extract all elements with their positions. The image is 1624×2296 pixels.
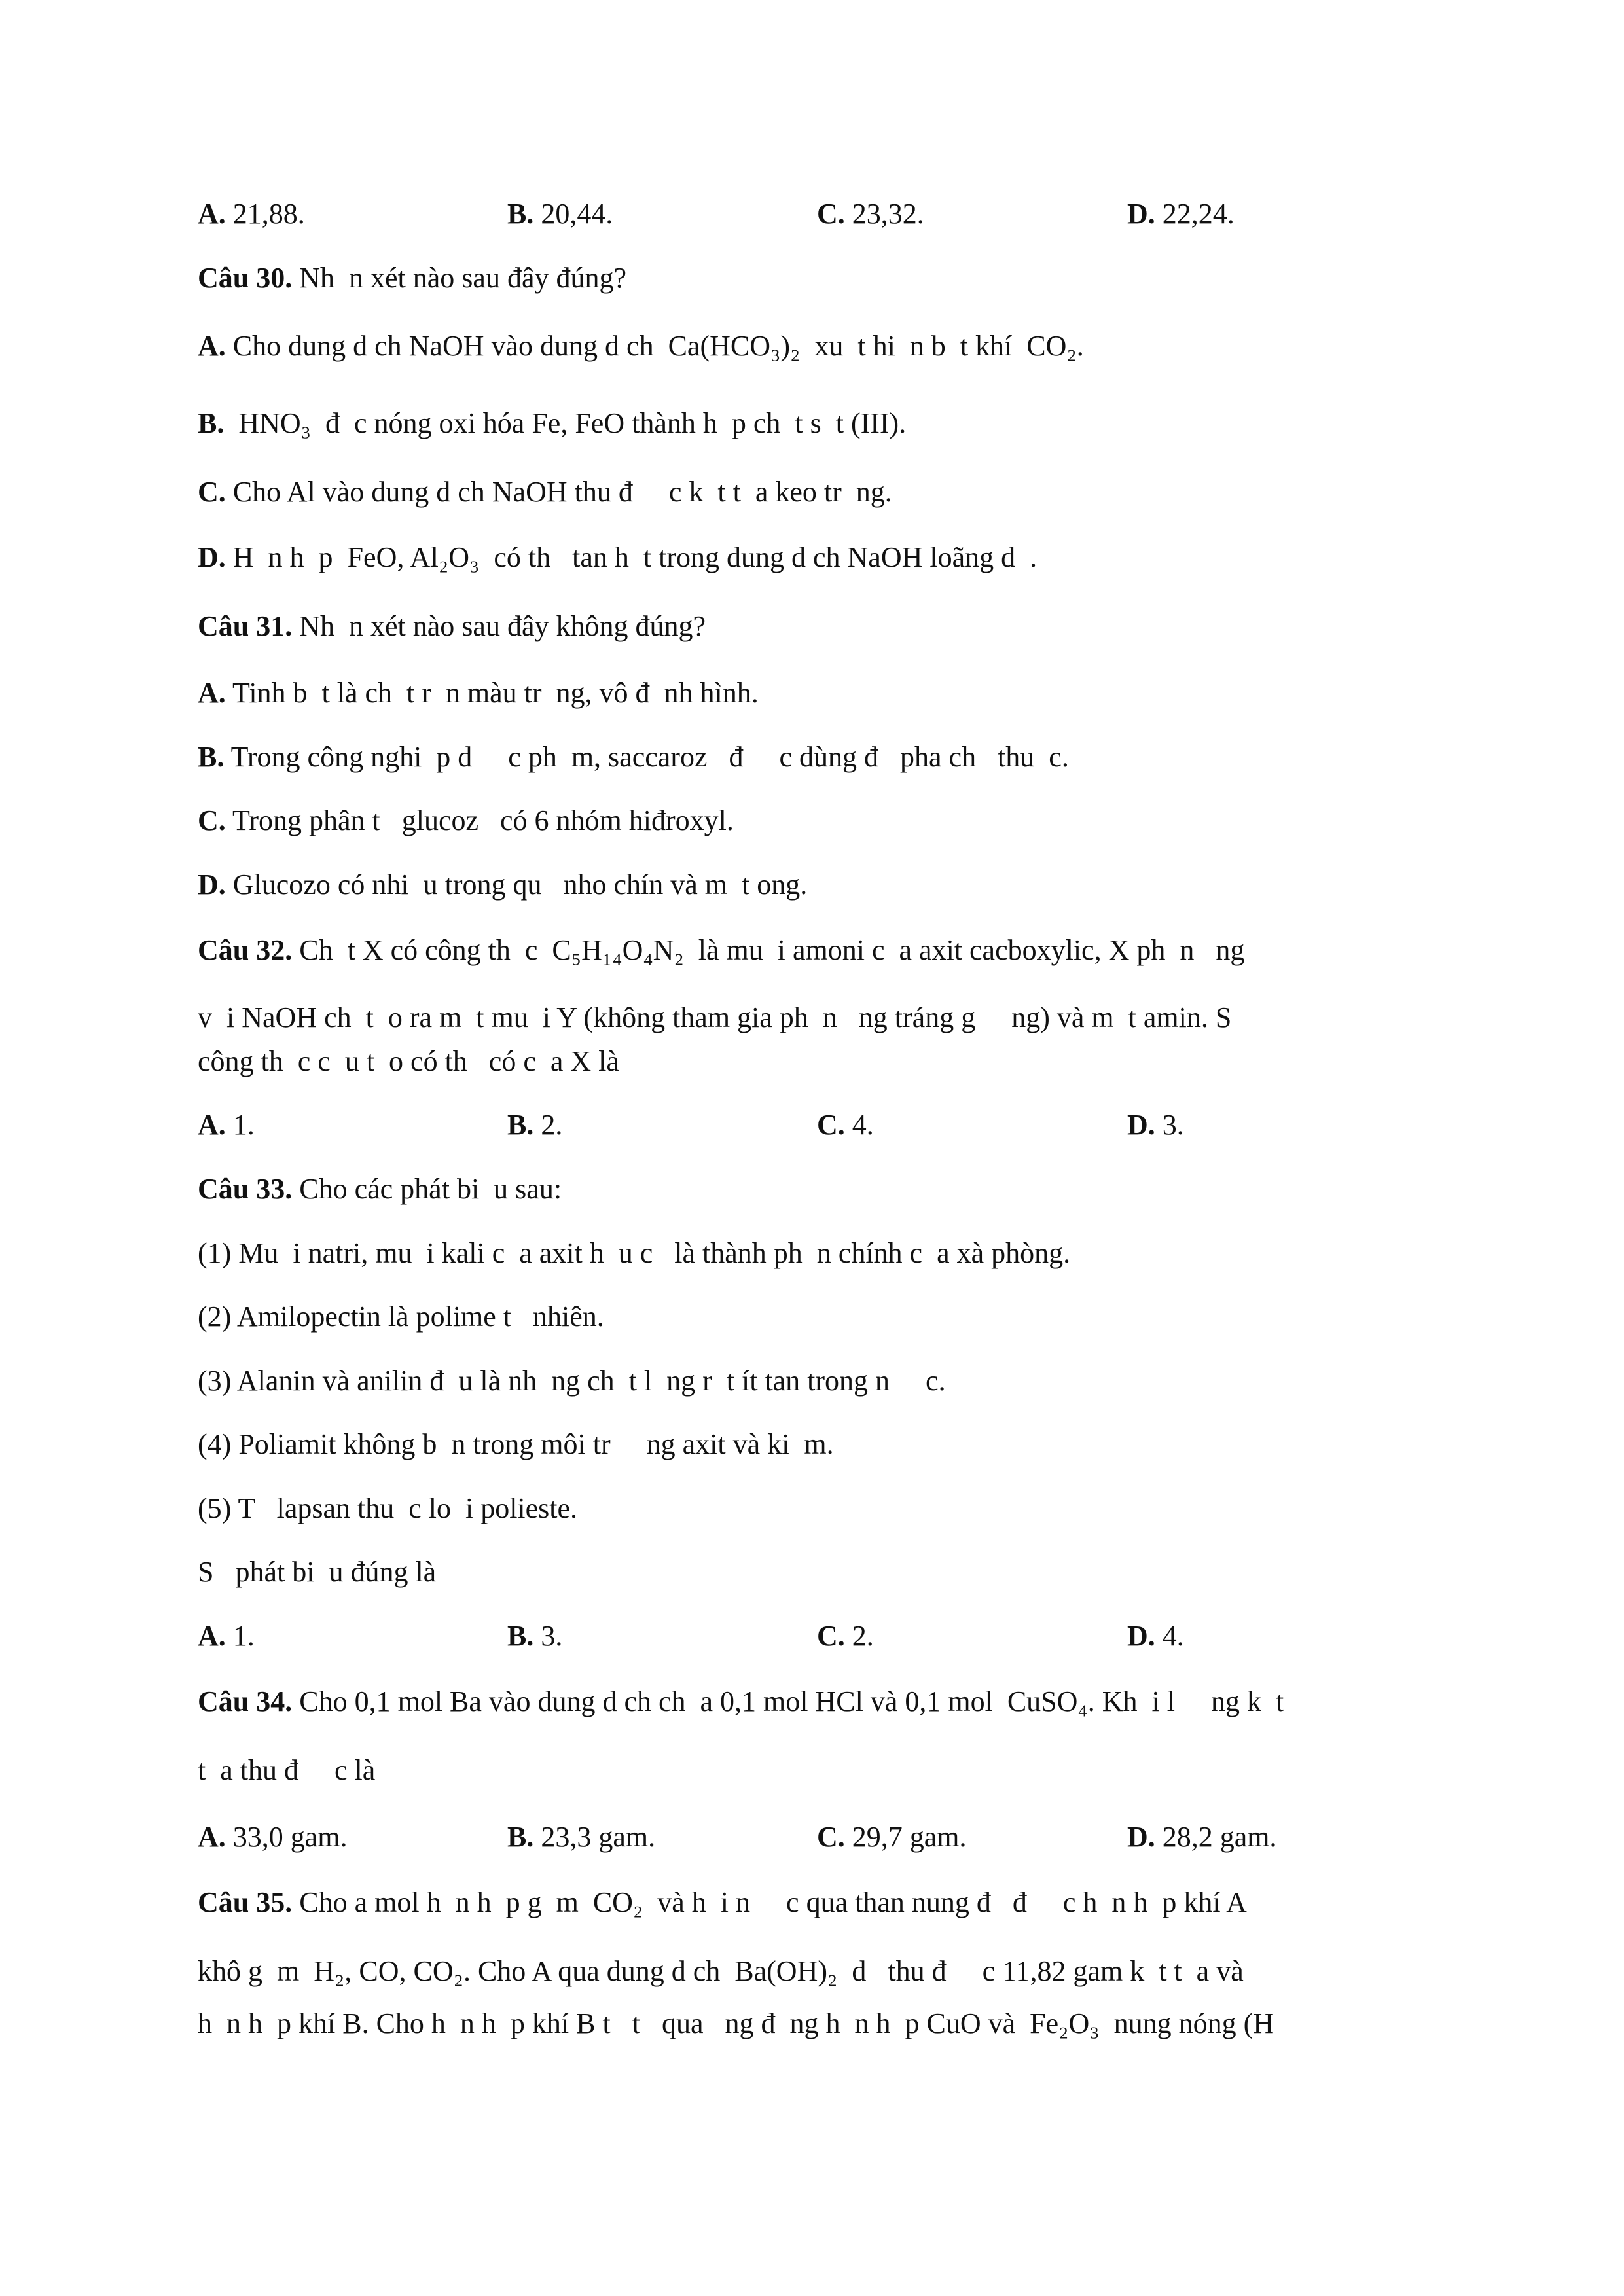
q30-option-d: D. H n h p FeO, Al₂O₃ có th tan h t trong dung d ch NaOH loãng d . (198, 541, 1038, 573)
q30-option-c: C. Cho Al vào dung d ch NaOH thu đ c k t t a keo tr ng. (198, 476, 892, 508)
q33-statement-2: (2) Amilopectin là polime t nhiên. (198, 1300, 604, 1333)
q33-option-b: B. 3. (507, 1620, 563, 1652)
q34-option-d: D. 28,2 gam. (1127, 1821, 1277, 1853)
q31-option-c: C. Trong phân t glucoz có 6 nhóm hiđroxyl. (198, 804, 734, 836)
q32-option-c: C. 4. (817, 1109, 874, 1141)
q33-option-c: C. 2. (817, 1620, 874, 1652)
q33-question: S phát bi u đúng là (198, 1556, 437, 1588)
q35-stem: Câu 35. Cho a mol h n h p g m CO₂ và h i n c qua than nung đ đ c h n h p khí A (198, 1886, 1247, 1918)
q30-stem: Câu 30. Nh n xét nào sau đây đúng? (198, 262, 627, 294)
q35-stem-line2: khô g m H₂, CO, CO₂. Cho A qua dung d ch Ba(OH)₂ d thu đ c 11,82 gam k t t a và (198, 1955, 1244, 1987)
q32-option-a: A. 1. (198, 1109, 255, 1141)
q32-stem: Câu 32. Ch t X có công th c C₅H₁₄O₄N₂ là mu i amoni c a axit cacboxylic, X ph n ng (198, 934, 1245, 966)
q31-option-b: B. Trong công nghi p d c ph m, saccaroz đ c dùng đ pha ch thu c. (198, 741, 1069, 773)
q34-stem-line2: t a thu đ c là (198, 1754, 376, 1786)
q33-statement-1: (1) Mu i natri, mu i kali c a axit h u c là thành ph n chính c a xà phòng. (198, 1237, 1071, 1269)
q33-options (198, 1622, 1441, 1655)
q31-stem: Câu 31. Nh n xét nào sau đây không đúng? (198, 610, 706, 642)
q33-option-a: A. 1. (198, 1620, 255, 1652)
q34-stem: Câu 34. Cho 0,1 mol Ba vào dung d ch ch a 0,1 mol HCl và 0,1 mol CuSO₄. Kh i l ng k t (198, 1685, 1284, 1717)
q33-statement-5: (5) T lapsan thu c lo i polieste. (198, 1492, 578, 1524)
q29-option-a: A. 21,88. (198, 198, 305, 230)
q32-stem-line2: v i NaOH ch t o ra m t mu i Y (không tham gia ph n ng tráng g ng) và m t amin. S (198, 1001, 1232, 1033)
q33-statement-3: (3) Alanin và anilin đ u là nh ng ch t l ng r t ít tan trong n c. (198, 1365, 946, 1397)
q30-option-a: A. Cho dung d ch NaOH vào dung d ch Ca(HCO₃)₂ xu t hi n b t khí CO₂. (198, 330, 1084, 362)
q29-option-d: D. 22,24. (1127, 198, 1235, 230)
q29-option-b: B. 20,44. (507, 198, 613, 230)
q31-option-d: D. Glucozo có nhi u trong qu nho chín và m t ong. (198, 869, 808, 901)
q32-option-d: D. 3. (1127, 1109, 1184, 1141)
q33-option-d: D. 4. (1127, 1620, 1184, 1652)
q32-options (198, 1111, 1441, 1143)
q30-option-b: B. HNO₃ đ c nóng oxi hóa Fe, FeO thành h p ch t s t (III). (198, 407, 907, 439)
q31-option-a: A. Tinh b t là ch t r n màu tr ng, vô đ nh hình. (198, 677, 759, 709)
q29-option-c: C. 23,32. (817, 198, 924, 230)
q32-option-b: B. 2. (507, 1109, 563, 1141)
q33-statement-4: (4) Poliamit không b n trong môi tr ng axit và ki m. (198, 1428, 834, 1460)
q34-option-c: C. 29,7 gam. (817, 1821, 967, 1853)
q32-stem-line3: công th c c u t o có th có c a X là (198, 1045, 619, 1077)
q29-options (198, 200, 1441, 232)
q33-stem: Câu 33. Cho các phát bi u sau: (198, 1173, 562, 1205)
q34-option-a: A. 33,0 gam. (198, 1821, 348, 1853)
q35-stem-line3: h n h p khí B. Cho h n h p khí B t t qua ng đ ng h n h p CuO và Fe₂O₃ nung nóng (H (198, 2007, 1274, 2039)
q34-options (198, 1823, 1441, 1856)
q34-option-b: B. 23,3 gam. (507, 1821, 656, 1853)
